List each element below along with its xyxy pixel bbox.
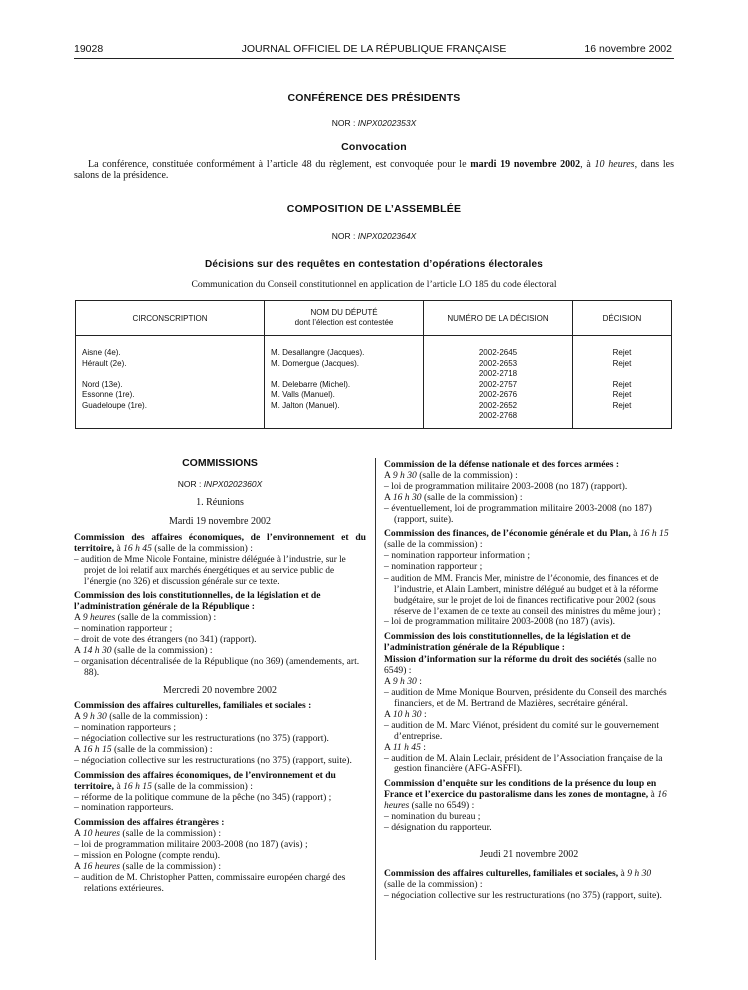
decisions-table	[75, 300, 672, 429]
conference-title: CONFÉRENCE DES PRÉSIDENTS	[287, 92, 461, 104]
header-depute: NOM DU DÉPUTÉ dont l’élection est contestée	[265, 301, 424, 336]
fin-heading: Commission des finances, de l’économie générale et du Plan, à 16 h 15 (salle de la commission) :	[384, 528, 669, 551]
journal-title: JOURNAL OFFICIEL DE LA RÉPUBLIQUE FRANÇAISE	[241, 43, 507, 55]
nor-code: INPX0202364X	[357, 231, 417, 241]
commissions-title: COMMISSIONS	[182, 457, 258, 469]
convocation-text: La conférence, constituée conformément à l’article 48 du règlement, est convoquée pour le mardi 19 novembre 2002, à 10 heures, dans les salons de la présidence.	[74, 159, 674, 181]
conference-nor	[74, 118, 674, 128]
cult1-heading: Commission des affaires culturelles, familiales et sociales :	[74, 700, 312, 712]
communication-text: Communication du Conseil constitutionnel en application de l’article LO 185 du code électoral	[191, 279, 557, 290]
lois1-heading: Commission des lois constitutionnelles, de la législation et de l’administration générale de la République :	[74, 590, 321, 613]
table-row: Essonne (1re). M. Valls (Manuel). 2002-2676 Rejet	[76, 390, 672, 401]
page-number: 19028	[74, 43, 104, 55]
commissions-right-column: Commission de la défense nationale et des forces armées : A 9 h 30 (salle de la commission) : – loi de programmation militaire 2003-2008 (no 187) (rapport). A 16 h 30 (salle de la commission) : – éventuellement, loi de programmation militaire 2003-2008 (no 187) (rapport, suite). Commission des finances, de l’économie générale et du Plan, à 16 h 15 (salle de la commission) : – nomination rapporteur information ; – nomination rapporteur ; – audition de MM. Francis Mer, ministre de l’économie, des finances et de l’industrie, et Alain Lambert, ministre délégué au budget et à la réforme budgétaire, sur le projet de loi de finances rectificative pour 2002 (sous réserve de l’examen de ce texte au conseil des ministres du même jour) ; – loi de programmation militaire 2003-2008 (no 187) (avis). Commission des lois constitutionnelles, de la législation et de l’administration générale de la République : Mission d’information sur la réforme du droit des sociétés (salle no 6549) : A 9 h 30 : – audition de Mme Monique Bourven, présidente du Conseil des marchés financiers, et de M. Bertrand de Mazières, secrétaire général. A 10 h 30 : – audition de M. Marc Viénot, président du comité sur le gouvernement d’entreprise. A 11 h 45 : – audition de M. Alain Leclair, président de l’Association française de la gestion financière (AFG-ASFFI). Commission d’enquête sur les conditions de la présence du loup en France et l’exercice du pastoralisme dans les zones de montagne, à 16 heures (salle no 6549) : – nomination du bureau ; – désignation du rapporteur. Jeudi 21 novembre 2002 Commission des affaires culturelles, familiales et sociales, à 9 h 30 (salle de la commission) : – négociation collective sur les restructurations (no 375) (rapport, suite).	[384, 460, 674, 902]
day-heading: Jeudi 21 novembre 2002	[479, 848, 579, 860]
composition-title: COMPOSITION DE L’ASSEMBLÉE	[286, 203, 462, 215]
day-heading: Mardi 19 novembre 2002	[169, 515, 271, 527]
table-row: Aisne (4e). M. Desallangre (Jacques). 2002-2645 Rejet	[76, 348, 672, 359]
decisions-title: Décisions sur des requêtes en contestation d’opérations électorales	[205, 259, 543, 270]
commissions-left-column: COMMISSIONS NOR : INPX0202360X 1. Réunions Mardi 19 novembre 2002 Commission des affaires économiques, de l’environnement et du territoire, à 16 h 45 (salle de la commission) : – audition de Mme Nicole Fontaine, ministre déléguée à l’industrie, sur le projet de loi relatif aux marchés énergétiques et au service public de l’énergie (no 326) et discussion générale sur ce texte. Commission des lois constitutionnelles, de la législation et de l’administration générale de la République : A 9 heures (salle de la commission) : – nomination rapporteur ; – droit de vote des étrangers (no 341) (rapport). A 14 h 30 (salle de la commission) : – organisation décentralisée de la République (no 369) (amendements, art. 88). Mercredi 20 novembre 2002 Commission des affaires culturelles, familiales et sociales : A 9 h 30 (salle de la commission) : – nomination rapporteurs ; – négociation collective sur les restructurations (no 375) (rapport). A 16 h 15 (salle de la commission) : – négociation collective sur les restructurations (no 375) (rapport, suite). Commission des affaires économiques, de l’environnement et du territoire, à 16 h 15 (salle de la commission) : – réforme de la politique commune de la pêche (no 345) (rapport) ; – nomination rapporteurs. Commission des affaires étrangères : A 10 heures (salle de la commission) : – loi de programmation militaire 2003-2008 (no 187) (avis) ; – mission en Pologne (compte rendu). A 16 heures (salle de la commission) : – audition de M. Christopher Patten, commissaire européen chargé des relations extérieures.	[74, 457, 366, 894]
day-heading: Mercredi 20 novembre 2002	[162, 685, 278, 697]
table-row: Hérault (2e). M. Domergue (Jacques). 2002-2653 2002-2718 Rejet	[76, 359, 672, 380]
issue-date: 16 novembre 2002	[584, 43, 672, 55]
commissions-nor: NOR : INPX0202360X	[177, 478, 263, 489]
header-decision: DÉCISION	[573, 301, 672, 336]
column-separator	[375, 458, 376, 960]
nor-label: NOR :	[331, 118, 356, 128]
header-rule	[74, 58, 674, 59]
header-numero: NUMÉRO DE LA DÉCISION	[424, 301, 573, 336]
eco2-heading: Commission des affaires économiques, de l’environnement et du territoire, à 16 h 15 (salle de la commission) :	[74, 769, 336, 792]
table-row: Guadeloupe (1re). M. Jalton (Manuel). 2002-2652 2002-2768 Rejet	[76, 401, 672, 422]
convocation-date: mardi 19 novembre 2002	[470, 159, 581, 170]
section-title: 1. Réunions	[196, 496, 244, 508]
eco1-heading: Commission des affaires économiques, de l’environnement et du territoire, à 16 h 45 (salle de la commission) :	[74, 531, 366, 554]
cult2-heading: Commission des affaires culturelles, familiales et sociales, à 9 h 30 (salle de la commission) :	[384, 867, 652, 890]
enq-heading: Commission d’enquête sur les conditions de la présence du loup en France et l’exercice du pastoralisme dans les zones de montagne, à 16 heures (salle no 6549) :	[384, 778, 667, 812]
nor-label: NOR :	[331, 231, 356, 241]
table-row: Nord (13e). M. Delebarre (Michel). 2002-2757 Rejet	[76, 380, 672, 391]
convocation-time: 10 heures	[594, 159, 635, 170]
def-heading: Commission de la défense nationale et des forces armées :	[384, 459, 620, 470]
convocation-title: Convocation	[341, 141, 407, 153]
etr-heading: Commission des affaires étrangères :	[74, 817, 225, 829]
lois2-heading: Commission des lois constitutionnelles, de la législation et de l’administration générale de la République :	[384, 630, 631, 653]
composition-nor	[74, 231, 674, 241]
nor-code: INPX0202353X	[357, 118, 417, 128]
header-circonscription: CIRCONSCRIPTION	[76, 301, 265, 336]
